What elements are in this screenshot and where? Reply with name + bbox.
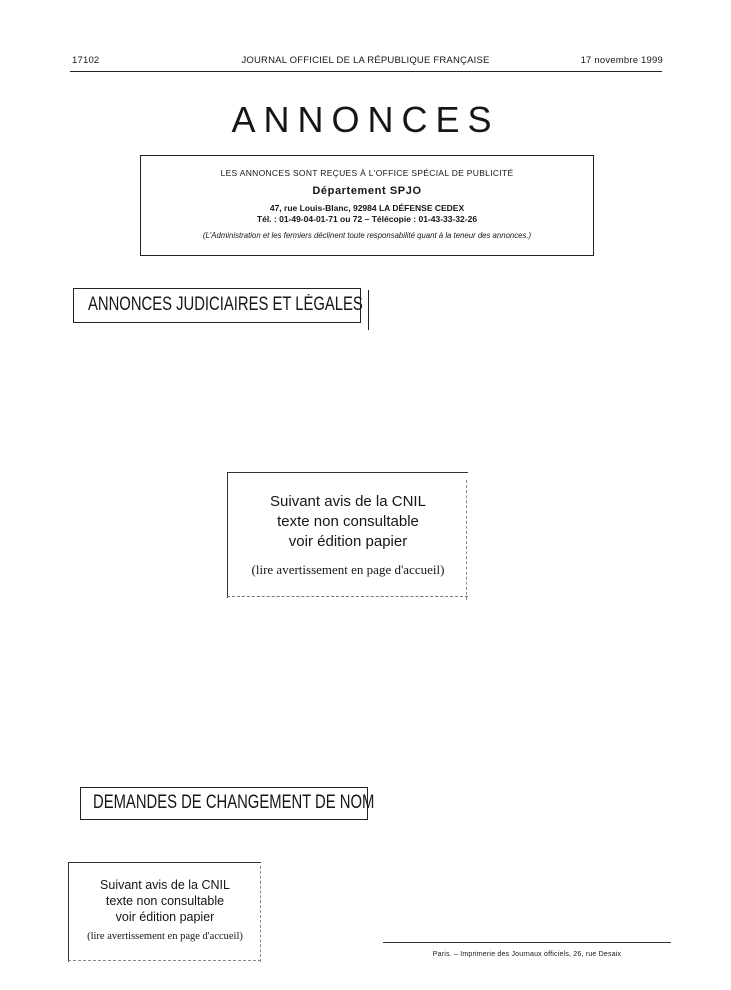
box-edge <box>466 480 467 600</box>
cnil-line-1: Suivant avis de la CNIL <box>270 493 426 510</box>
cnil-notice-box <box>227 472 468 598</box>
page-number: 17102 <box>72 55 100 66</box>
section-label: ANNONCES JUDICIAIRES ET LÉGALES <box>88 294 363 315</box>
box-edge <box>227 596 468 597</box>
cnil-sub-note: (lire avertissement en page d'accueil) <box>251 562 445 577</box>
cnil-line-1: Suivant avis de la CNIL <box>100 878 230 892</box>
cnil-sub-note: (lire avertissement en page d'accueil) <box>87 931 243 942</box>
publicity-info-box <box>140 155 594 256</box>
department-contact: Tél. : 01-49-04-01-71 ou 72 – Télécopie : 01-43-33-32-26 <box>256 214 478 224</box>
box-edge <box>260 866 261 962</box>
margin-rule <box>368 290 369 330</box>
info-intro: LES ANNONCES SONT REÇUES À L'OFFICE SPÉCIAL DE PUBLICITÉ <box>220 168 514 178</box>
cnil-line-3: voir édition papier <box>115 910 215 924</box>
header-divider <box>70 71 662 72</box>
footer-divider <box>383 942 671 943</box>
cnil-line-2: texte non consultable <box>277 513 419 530</box>
section-heading-judiciaires <box>73 288 361 323</box>
disclaimer: (L'Administration et les fermiers déclinent toute responsabilité quant à la teneur des annonces.) <box>202 231 532 240</box>
department-name: Département SPJO <box>312 185 422 197</box>
journal-title: JOURNAL OFFICIEL DE LA RÉPUBLIQUE FRANÇAISE <box>241 55 490 66</box>
page-title: ANNONCES <box>231 99 500 140</box>
box-edge <box>68 960 261 961</box>
cnil-notice-box <box>68 862 261 962</box>
section-label: DEMANDES DE CHANGEMENT DE NOM <box>93 792 375 813</box>
printer-imprint: Paris. – Imprimerie des Journaux officiels, 26, rue Desaix <box>432 951 622 958</box>
section-heading-demandes <box>80 787 375 820</box>
cnil-line-3: voir édition papier <box>288 533 408 550</box>
issue-date: 17 novembre 1999 <box>580 55 663 66</box>
cnil-line-2: texte non consultable <box>105 894 225 908</box>
department-address: 47, rue Louis-Blanc, 92984 LA DÉFENSE CEDEX <box>269 203 465 213</box>
